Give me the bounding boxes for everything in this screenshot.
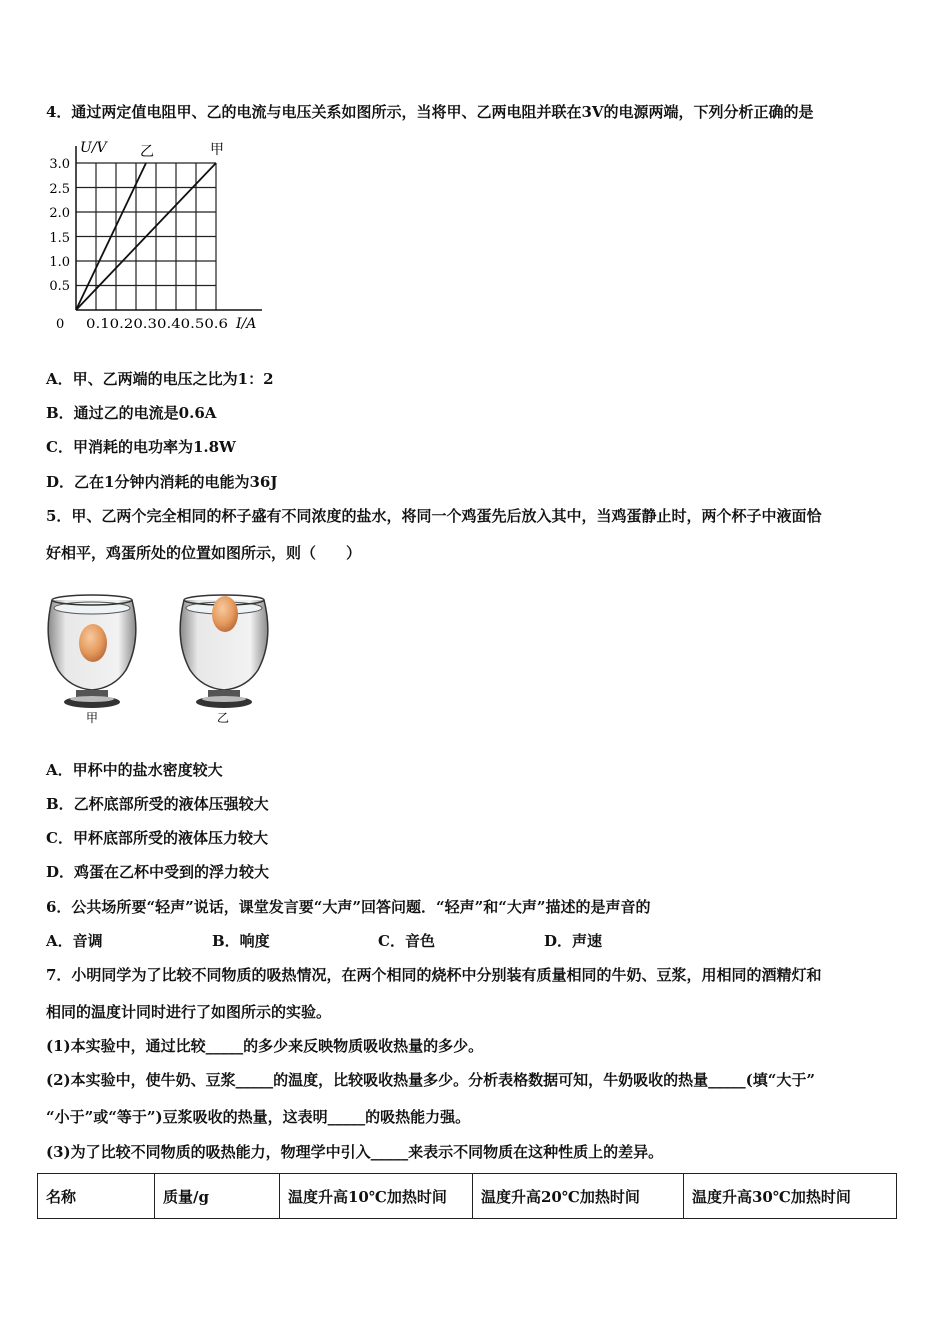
table-header-cell: 质量/g xyxy=(155,1174,280,1219)
q6-option-b: B．响度 xyxy=(212,932,270,950)
cup-label-yi: 乙 xyxy=(217,711,230,725)
y-axis-label: U/V xyxy=(80,140,107,156)
q6-stem: 6．公共场所要“轻声”说话，课堂发言要“大声”回答问题．“轻声”和“大声”描述的是声音的 xyxy=(46,898,651,916)
y-tick: 1.5 xyxy=(49,231,70,246)
q5-stem-line1: 5．甲、乙两个完全相同的杯子盛有不同浓度的盐水，将同一个鸡蛋先后放入其中，当鸡蛋静止时，两个杯子中液面恰 xyxy=(46,507,822,525)
q5-cups-figure xyxy=(40,580,290,730)
q7-stem-line2: 相同的温度计同时进行了如图所示的实验。 xyxy=(46,1003,332,1021)
cup-label-jia: 甲 xyxy=(86,711,99,725)
q6-option-a: A．音调 xyxy=(46,932,103,950)
y-tick: 3.0 xyxy=(49,157,70,172)
q7-data-table xyxy=(37,1173,897,1219)
q6-options xyxy=(46,931,602,951)
y-tick: 2.0 xyxy=(49,206,70,221)
q4-option-a: A．甲、乙两端的电压之比为1：2 xyxy=(46,370,274,388)
y-ticks xyxy=(49,157,70,294)
q7-sub3: (3)为了比较不同物质的吸热能力，物理学中引入_____来表示不同物质在这种性质上的差异。 xyxy=(46,1143,664,1161)
q7-sub2-line2: “小于”或“等于”)豆浆吸收的热量，这表明_____的吸热能力强。 xyxy=(46,1108,471,1126)
cup-yi xyxy=(180,595,268,725)
table-header-cell: 温度升高20℃加热时间 xyxy=(473,1174,684,1219)
y-tick: 1.0 xyxy=(49,255,70,270)
y-tick: 0.5 xyxy=(49,279,70,294)
egg-jia xyxy=(79,624,107,662)
table-header-cell: 温度升高30℃加热时间 xyxy=(684,1174,897,1219)
q4-option-b: B．通过乙的电流是0.6A xyxy=(46,404,217,422)
q7-sub1: (1)本实验中，通过比较_____的多少来反映物质吸收热量的多少。 xyxy=(46,1037,484,1055)
q5-stem-line2: 好相平，鸡蛋所处的位置如图所示，则（ ） xyxy=(46,544,362,562)
q7-sub2-line1: (2)本实验中，使牛奶、豆浆_____的温度，比较吸收热量多少。分析表格数据可知，牛奶吸收的热量_____(填“大于” xyxy=(46,1071,815,1089)
q5-option-c: C．甲杯底部所受的液体压力较大 xyxy=(46,829,268,847)
q6-option-d: D．声速 xyxy=(544,932,603,950)
table-header-row xyxy=(38,1174,897,1219)
q4-stem: 4．通过两定值电阻甲、乙的电流与电压关系如图所示，当将甲、乙两电阻并联在3V的电源两端，下列分析正确的是 xyxy=(46,103,814,121)
table-header-cell: 名称 xyxy=(38,1174,155,1219)
x-axis-label: I/A xyxy=(236,316,257,332)
q4-option-c: C．甲消耗的电功率为1.8W xyxy=(46,438,236,456)
q5-option-a: A．甲杯中的盐水密度较大 xyxy=(46,761,223,779)
origin-label: 0 xyxy=(56,317,65,332)
table-header-cell: 温度升高10℃加热时间 xyxy=(280,1174,473,1219)
q4-ui-graph xyxy=(40,138,280,338)
egg-yi xyxy=(212,596,238,632)
q4-option-d: D．乙在1分钟内消耗的电能为36J xyxy=(46,473,278,491)
q5-option-b: B．乙杯底部所受的液体压强较大 xyxy=(46,795,269,813)
q7-stem-line1: 7．小明同学为了比较不同物质的吸热情况，在两个相同的烧杯中分别装有质量相同的牛奶、豆浆，用相同的酒精灯和 xyxy=(46,966,822,984)
cup-jia xyxy=(48,595,136,725)
label-jia: 甲 xyxy=(210,142,224,158)
q6-option-c: C．音色 xyxy=(378,932,435,950)
label-yi: 乙 xyxy=(140,144,154,160)
q5-option-d: D．鸡蛋在乙杯中受到的浮力较大 xyxy=(46,863,270,881)
x-ticks: 0.10.20.30.40.50.6 xyxy=(86,317,228,332)
y-tick: 2.5 xyxy=(49,182,70,197)
